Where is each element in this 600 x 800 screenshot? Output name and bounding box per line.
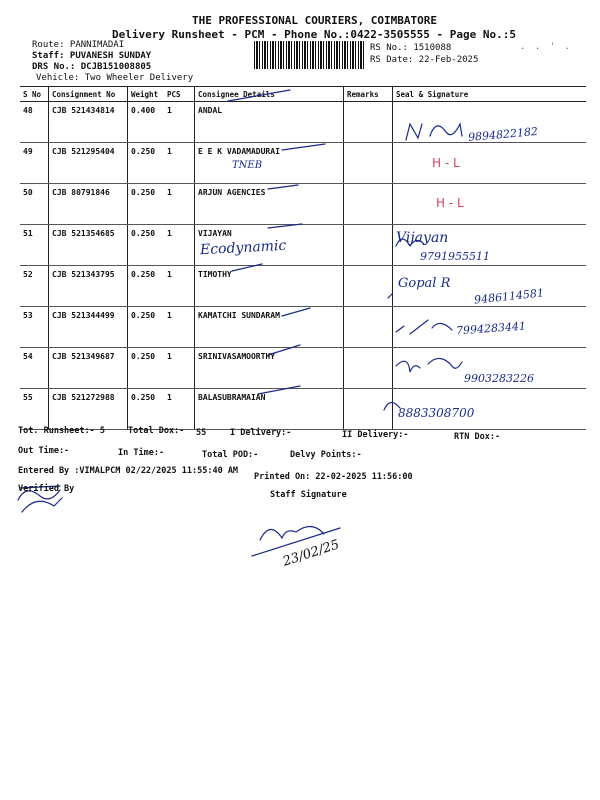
table-row — [20, 184, 586, 225]
hand-signature-51: Vijayan — [396, 230, 449, 246]
drs-number: DRS No.: DCJB151008805 — [32, 62, 152, 72]
row-consignment-no: CJB 521354685 — [49, 225, 128, 266]
staff-label: Staff: PUVANESH SUNDAY — [32, 51, 152, 61]
table-row — [20, 389, 586, 430]
hand-phone-55: 8883308700 — [398, 406, 475, 420]
row-sno: 52 — [20, 266, 49, 307]
hand-phone-51: 9791955511 — [420, 250, 490, 263]
row-sno: 48 — [20, 102, 49, 143]
row-pcs: 1 — [164, 143, 195, 184]
total-pod: Total POD:- — [202, 450, 259, 460]
staff-signature-date: 23/02/25 — [281, 537, 342, 570]
row-consignment-no: CJB 521349687 — [49, 348, 128, 389]
hand-phone-53: 7994283441 — [455, 319, 527, 338]
row-weight: 0.250 — [128, 389, 165, 430]
runsheet-subtitle: Delivery Runsheet - PCM - Phone No.:0422-3505555 - Page No.:5 — [112, 28, 516, 41]
vehicle-label: Vehicle: Two Wheeler Delivery — [36, 73, 194, 83]
row-consignee: BALASUBRAMAIAN — [195, 389, 344, 430]
in-time: In Time:- — [118, 448, 165, 458]
row-consignment-no: CJB 521272988 — [49, 389, 128, 430]
col-sno: S No — [20, 87, 49, 102]
table-row — [20, 225, 586, 266]
hand-phone-52: 9486114581 — [473, 286, 545, 307]
hand-mark-49: H - L — [432, 156, 460, 170]
row-pcs: 1 — [164, 348, 195, 389]
hand-note-51: Ecodynamic — [199, 237, 287, 259]
rtn-dox: RTN Dox:- — [454, 432, 501, 442]
rs-number: RS No.: 1510088 — [370, 43, 452, 53]
row-pcs: 1 — [164, 225, 195, 266]
printed-on: Printed On: 22-02-2025 11:56:00 — [254, 472, 413, 482]
row-remarks — [344, 389, 393, 430]
row-consignee: ANDAL — [195, 102, 344, 143]
col-pcs: PCS — [164, 87, 195, 102]
row-remarks — [344, 184, 393, 225]
i-delivery: I Delivery:- — [230, 428, 292, 438]
rs-date: RS Date: 22-Feb-2025 — [370, 55, 479, 65]
row-consignment-no: CJB 521434814 — [49, 102, 128, 143]
row-weight: 0.400 — [128, 102, 165, 143]
row-weight: 0.250 — [128, 143, 165, 184]
row-consignee: KAMATCHI SUNDARAM — [195, 307, 344, 348]
row-weight: 0.250 — [128, 225, 165, 266]
route-label: Route: PANNIMADAI — [32, 40, 125, 50]
row-pcs: 1 — [164, 389, 195, 430]
row-weight: 0.250 — [128, 184, 165, 225]
delvy-points: Delvy Points:- — [290, 450, 362, 460]
scan-dots: . . ' . — [520, 42, 572, 52]
row-consignment-no: CJB 521295404 — [49, 143, 128, 184]
hand-mark-50: H - L — [436, 196, 464, 210]
ii-delivery: II Delivery:- — [342, 430, 409, 440]
row-signature — [393, 184, 587, 225]
verified-by: Verified By — [18, 484, 75, 494]
col-consignee: Consignee Details — [195, 87, 344, 102]
row-consignee: E E K VADAMADURAI — [195, 143, 344, 184]
row-sno: 53 — [20, 307, 49, 348]
row-consignment-no: CJB 80791846 — [49, 184, 128, 225]
row-pcs: 1 — [164, 266, 195, 307]
hand-note-49: TNEB — [232, 160, 263, 171]
table-row — [20, 143, 586, 184]
row-consignee: ARJUN AGENCIES — [195, 184, 344, 225]
row-sno: 51 — [20, 225, 49, 266]
row-pcs: 1 — [164, 102, 195, 143]
hand-signature-52: Gopal R — [398, 276, 451, 291]
col-remarks: Remarks — [344, 87, 393, 102]
row-consignee: TIMOTHY — [195, 266, 344, 307]
total-dox-value: 55 — [196, 428, 207, 438]
row-sno: 50 — [20, 184, 49, 225]
col-consignment: Consignment No — [49, 87, 128, 102]
staff-signature-scribble — [260, 526, 324, 540]
row-remarks — [344, 102, 393, 143]
row-signature — [393, 143, 587, 184]
row-sno: 49 — [20, 143, 49, 184]
row-consignment-no: CJB 521344499 — [49, 307, 128, 348]
row-remarks — [344, 143, 393, 184]
row-weight: 0.250 — [128, 307, 165, 348]
row-consignee: SRINIVASAMOORTHY — [195, 348, 344, 389]
barcode — [254, 41, 364, 69]
row-weight: 0.250 — [128, 266, 165, 307]
company-title: THE PROFESSIONAL COURIERS, COIMBATORE — [192, 14, 438, 27]
hand-phone-54: 9903283226 — [464, 372, 534, 385]
row-remarks — [344, 348, 393, 389]
total-dox-label: Total Dox:- — [128, 426, 185, 436]
col-weight: Weight — [128, 87, 165, 102]
row-consignment-no: CJB 521343795 — [49, 266, 128, 307]
row-remarks — [344, 225, 393, 266]
row-weight: 0.250 — [128, 348, 165, 389]
col-signature: Seal & Signature — [393, 87, 587, 102]
staff-signature-label: Staff Signature — [270, 490, 347, 500]
row-sno: 55 — [20, 389, 49, 430]
hand-phone-48: 9894822182 — [467, 124, 539, 145]
row-pcs: 1 — [164, 307, 195, 348]
entered-by: Entered By :VIMALPCM 02/22/2025 11:55:40 AM — [18, 466, 239, 476]
row-sno: 54 — [20, 348, 49, 389]
row-consignee: VIJAYAN — [195, 225, 344, 266]
row-remarks — [344, 266, 393, 307]
tot-runsheet: Tot. Runsheet:- 5 — [18, 426, 105, 436]
row-pcs: 1 — [164, 184, 195, 225]
table-header-row — [20, 87, 586, 102]
out-time: Out Time:- — [18, 446, 70, 456]
row-remarks — [344, 307, 393, 348]
